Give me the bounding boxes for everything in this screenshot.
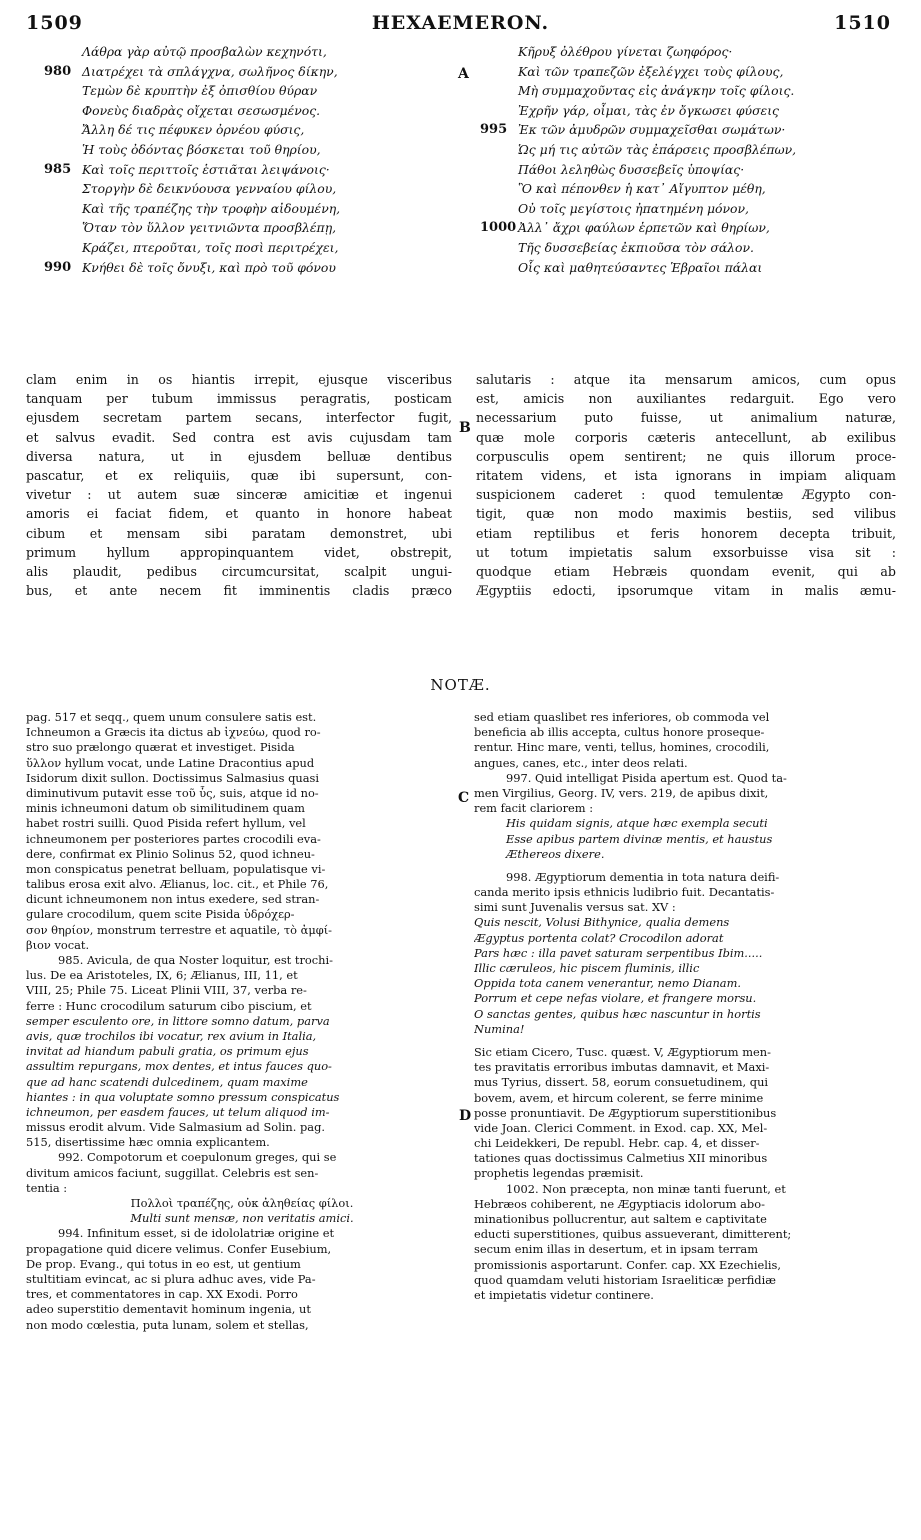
note-line: canda merito ipsis ethnicis ludibrio fuit. Decantatis-: [474, 885, 775, 900]
verse-line: [480, 179, 900, 199]
verse-line: [480, 238, 900, 258]
note-line: simi sunt Juvenalis versus sat. XV :: [474, 900, 676, 915]
prose-line: clam enim in os hiantis irrepit, ejusque visceribus: [26, 372, 452, 387]
note-line: 997. Quid intelligat Pisida apertum est. Quod ta-: [506, 770, 787, 785]
note-line: 985. Avicula, de qua Noster loquitur, est trochi-: [58, 953, 333, 967]
note-line: vide Joan. Clerici Comment. in Exod. cap. XX, Mel-: [474, 1120, 768, 1135]
note-line: Multi sunt mensæ, non veritatis amici.: [130, 1211, 354, 1226]
prose-line: Ægyptiis edocti, ipsorumque vitam in malis æmu-: [476, 583, 896, 599]
verse-line: [44, 81, 444, 101]
verse-text: Λάθρα γὰρ αὐτῷ προσβαλὼν κεχηνότι,: [82, 44, 327, 59]
note-line: Isidorum dixit sullon. Doctissimus Salmasius quasi: [26, 770, 319, 785]
verse-line: [44, 238, 444, 258]
verse-line: [44, 199, 444, 219]
verse-line: [44, 120, 444, 140]
note-line: tes pravitatis erroribus imbutas damnavit, et Maxi-: [474, 1060, 770, 1075]
note-line: que ad hanc scatendi dulcedinem, quam maxime: [26, 1074, 308, 1089]
verse-text: Στοργὴν δὲ δεικνύουσα γενναίου φίλου,: [82, 181, 337, 197]
note-line: 994. Infinitum esset, si de idololatriæ origine et: [58, 1226, 335, 1241]
verse-number: 990: [44, 259, 72, 275]
verse-text: Καὶ τῶν τραπεζῶν ἐξελέγχει τοὺς φίλους,: [518, 63, 784, 79]
note-line: stultitiam evincat, ac si plura adhuc aves, vide Pa-: [26, 1271, 316, 1286]
prose-line: cibum et mensam sibi paratam demonstret, ubi: [26, 525, 452, 541]
verse-number: 1000: [480, 220, 517, 236]
prose-line: alis plaudit, pedibus circumcursitat, scalpit ungui-: [26, 563, 452, 579]
margin-letter-d: D: [459, 1108, 472, 1124]
note-line: missus erodit alvum. Vide Salmasium ad Solin. pag.: [26, 1120, 325, 1135]
prose-line: et salvus evadit. Sed contra est avis cujusdam tam: [26, 429, 452, 445]
prose-line: ut totum impietatis salum exsorbuisse visa sit :: [476, 544, 896, 560]
prose-line: necessarium puto fuisse, ut animalium naturæ,: [476, 410, 896, 426]
verse-text: Κνήθει δὲ τοῖς ὄνυξι, καὶ πρὸ τοῦ φόνου: [82, 259, 336, 275]
note-line: divitum amicos faciunt, suggillat. Celebris est sen-: [26, 1165, 319, 1180]
margin-letter-b: B: [459, 420, 471, 436]
note-line: Æthereos dixere.: [506, 846, 605, 861]
page-header: [0, 12, 921, 40]
verse-text: Ἄλλη δέ τις πέφυκεν ὀρνέου φύσις,: [82, 122, 305, 138]
note-line: ferre : Hunc crocodilum saturum cibo piscium, et: [26, 998, 312, 1013]
verse-line: [480, 42, 900, 62]
note-line: gulare crocodilum, quem scite Pisida ὑδρόχερ-: [26, 907, 295, 922]
note-line: promissionis asportarunt. Confer. cap. XX Ezechielis,: [474, 1257, 781, 1272]
note-line: [474, 862, 898, 870]
note-line: sed etiam quaslibet res inferiores, ob commoda vel: [474, 710, 770, 724]
verse-line: [480, 199, 900, 219]
prose-line: ejusdem secretam partem secans, interfector fugit,: [26, 410, 452, 426]
verse-line: [44, 179, 444, 199]
note-line: diminutivum putavit esse τοῦ ὗς, suis, atque id no-: [26, 785, 319, 800]
note-line: Πολλοὶ τραπέζης, οὐκ ἀληθείας φίλοι.: [130, 1196, 354, 1210]
note-line: minis ichneumoni datum ob similitudinem quam: [26, 801, 305, 816]
verse-text: Τεμὼν δὲ κρυπτὴν ἐξ ὀπισθίου θύραν: [82, 83, 318, 99]
prose-line: quodque etiam Hebræis quondam evenit, qui ab: [476, 563, 896, 579]
note-line: ichneumon, per easdem fauces, ut telum aliquod im-: [26, 1104, 330, 1119]
greek-verse-right-column: [480, 42, 900, 277]
note-line: mon conspicatus penetrat belluam, populatisque vi-: [26, 861, 326, 876]
note-line: prophetis legendas præmisit.: [474, 1166, 644, 1181]
note-line: Ichneumon a Græcis ita dictus ab ἰχνεύω, quod ro-: [26, 725, 321, 740]
notes-heading: NOTÆ.: [430, 676, 491, 694]
note-line: De prop. Evang., qui totus in eo est, ut gentium: [26, 1256, 301, 1271]
prose-line: vivetur : ut autem suæ sinceræ amicitiæ et ingenui: [26, 487, 452, 503]
note-line: quod quamdam veluti historiam Israeliticæ perfidiæ: [474, 1272, 776, 1287]
note-line: [474, 1037, 898, 1045]
note-line: Sic etiam Cicero, Tusc. quæst. V, Ægyptiorum men-: [474, 1044, 771, 1059]
prose-line: pascatur, et ex reliquiis, quæ ibi supersunt, con-: [26, 467, 452, 483]
note-line: tres, et commentatores in cap. XX Exodi. Porro: [26, 1287, 298, 1302]
note-line: beneficia ab illis accepta, cultus honore prosequе-: [474, 725, 765, 740]
note-line: assultim repurgans, mox dentes, et intus fauces quo-: [26, 1059, 332, 1074]
verse-text: Ὅταν τὸν ὕλλον γειτνιῶντα προσβλέπῃ,: [82, 220, 337, 236]
note-line: secum enim illas in desertum, et in ipsam terram: [474, 1242, 759, 1257]
note-line: rem facit clariorem :: [474, 801, 594, 816]
verse-text: Οὐ τοῖς μεγίστοις ἠπατημένη μόνον,: [518, 200, 749, 216]
verse-line: [44, 42, 444, 62]
note-line: rentur. Hinc mare, venti, tellus, homines, crocodili,: [474, 740, 770, 755]
verse-text: Φονεὺς διαδρὰς οἴχεται σεσωσμένος.: [82, 102, 321, 118]
note-line: angues, canes, etc., inter deos relati.: [474, 755, 688, 770]
note-line: Quis nescit, Volusi Bithynice, qualia demens: [474, 915, 730, 930]
verse-text: Πάθοι λεληθὼς δυσσεβεῖς ὑποψίας·: [518, 161, 745, 177]
note-line: βιον vocat.: [26, 937, 90, 952]
prose-line: bus, et ante necem fit imminentis cladis præco: [26, 583, 452, 599]
verse-line: [44, 62, 444, 82]
note-line: tentia :: [26, 1180, 68, 1195]
note-line: semper esculento ore, in littore somno datum, parva: [26, 1013, 330, 1028]
prose-line: primum hyllum appropinquantem videt, obstrepit,: [26, 544, 452, 560]
note-line: educti superstitiones, quibus assueverant, dimitterent;: [474, 1227, 792, 1242]
note-line: men Virgilius, Georg. IV, vers. 219, de apibus dixit,: [474, 785, 769, 800]
note-line: ὕλλον hyllum vocat, unde Latine Dracontius apud: [26, 755, 315, 770]
verse-text: Κράζει, πτεροῦται, τοῖς ποσὶ περιτρέχει,: [82, 239, 339, 255]
verse-text: Ἐκ τῶν ἀμυδρῶν συμμαχεῖσθαι σωμάτων·: [518, 122, 786, 138]
note-line: invitat ad hiandum pabuli gratia, os primum ejus: [26, 1044, 309, 1059]
note-line: Pars hæc : illa pavet saturam serpentibus Ibim.....: [474, 945, 763, 960]
verse-number: 995: [480, 122, 508, 138]
note-line: Esse apibus partem divinæ mentis, et haustus: [506, 831, 773, 846]
latin-translation-left-column: [26, 370, 452, 600]
verse-line: [480, 258, 900, 278]
margin-letter-c: C: [458, 790, 470, 806]
note-line: adeo superstitio dementavit hominum ingenia, ut: [26, 1302, 311, 1317]
verse-text: Μὴ συμμαχοῦντας εἰς ἀνάγκην τοῖς φίλοις.: [518, 83, 795, 99]
verse-text: Ἐχρῆν γάρ, οἶμαι, τὰς ἐν ὄγκωσει φύσεις: [518, 102, 779, 118]
verse-line: [480, 160, 900, 180]
verse-line: [44, 140, 444, 160]
note-line: dere, confirmat ex Plinio Solinus 52, quod ichneu-: [26, 846, 315, 861]
prose-line: tanquam per tubum immissus peragratis, posticam: [26, 391, 452, 407]
note-line: Oppida tota canem venerantur, nemo Dianam.: [474, 976, 742, 991]
note-line: 1002. Non præcepta, non minæ tanti fuerunt, et: [506, 1181, 786, 1196]
page-number-right: 1510: [834, 12, 891, 34]
prose-line: suspicionem caderet : quod temulentæ Ægypto con-: [476, 487, 896, 503]
note-line: stro suo prælongo quærat et investiget. Pisida: [26, 740, 295, 755]
prose-line: est, amicis non auxiliantes redarguit. Ego vero: [476, 391, 896, 407]
note-line: tationes quas doctissimus Calmetius XII minoribus: [474, 1151, 768, 1166]
note-line: avis, quæ trochilos ibi vocatur, rex avium in Italia,: [26, 1028, 317, 1043]
note-line: hiantes : in qua voluptate somno pressum conspicatus: [26, 1089, 340, 1104]
note-line: 992. Compotorum et coepulonum greges, qui se: [58, 1150, 337, 1165]
note-line: σον θηρίον, monstrum terrestre et aquatile, τὸ ἀμφί-: [26, 922, 333, 937]
note-line: 515, disertissime hæc omnia explicantem.: [26, 1135, 270, 1150]
note-line: posse pronuntiavit. De Ægyptiorum superstitionibus: [474, 1105, 777, 1120]
verse-text: Κῆρυξ ὀλέθρου γίνεται ζωηφόρος·: [518, 44, 733, 59]
prose-line: ritatem videns, et ista ignorans in impiam aliquam: [476, 467, 896, 483]
latin-translation-right-column: [476, 370, 896, 600]
running-title: HEXAEMERON.: [371, 12, 550, 34]
note-line: non modo cœlestia, puta lunam, solem et stellas,: [26, 1317, 309, 1332]
verse-line: [480, 218, 900, 238]
prose-line: amoris ei faciat fidem, et quanto in honore habeat: [26, 506, 452, 522]
verse-text: Τῆς δυσσεβείας ἐκπιοῦσα τὸν σάλον.: [518, 239, 754, 255]
verse-text: Καὶ τοῖς περιττοῖς ἑστιᾶται λειψάνοις·: [82, 161, 330, 177]
prose-line: diversa natura, ut in ejusdem belluæ dentibus: [26, 448, 452, 464]
verse-text: Καὶ τῆς τραπέζης τὴν τροφὴν αἰδουμένη,: [82, 200, 341, 216]
verse-line: [44, 258, 444, 278]
note-line: VIII, 25; Phile 75. Liceat Plinii VIII, 37, verba re-: [26, 983, 307, 998]
note-line: Numina!: [474, 1021, 525, 1036]
verse-text: Ἀλλ᾽ ἄχρι φαύλων ἑρπετῶν καὶ θηρίων,: [518, 220, 770, 236]
note-line: habet rostri suilli. Quod Pisida refert hyllum, vel: [26, 816, 306, 831]
note-line: pag. 517 et seqq., quem unum consulere satis est.: [26, 710, 317, 724]
verse-text: Οἷς καὶ μαθητεύσαντες Ἑβραῖοι πάλαι: [518, 259, 763, 275]
note-line: His quidam signis, atque hæc exempla secuti: [506, 816, 768, 831]
note-line: ichneumonem per posteriores partes crocodili eva-: [26, 831, 321, 846]
verse-line: [480, 101, 900, 121]
notes-right-column: [474, 710, 898, 1303]
note-line: mus Tyrius, dissert. 58, eorum consuetudinem, qui: [474, 1075, 769, 1090]
note-line: Hebræos cohiberent, ne Ægyptiacis idolorum abo-: [474, 1196, 765, 1211]
verse-text: Ὃ καὶ πέπονθεν ἡ κατ᾽ Αἴγυπτον μέθη,: [518, 181, 766, 197]
greek-verse-left-column: [44, 42, 444, 277]
note-line: bovem, avem, et hircum colerent, se ferre minime: [474, 1090, 764, 1105]
note-line: chi Leidekkeri, De republ. Hebr. cap. 4, et disser-: [474, 1136, 760, 1151]
note-line: talibus erosa exit alvo. Ælianus, loc. cit., et Phile 76,: [26, 877, 329, 892]
note-line: Illic cæruleos, hic piscem fluminis, illic: [474, 961, 700, 975]
verse-line: [44, 160, 444, 180]
note-line: propagatione quid dicere velimus. Confer Eusebium,: [26, 1241, 332, 1256]
verse-line: [480, 62, 900, 82]
verse-text: Ἡ τοὺς ὀδόντας βόσκεται τοῦ θηρίου,: [82, 141, 321, 157]
note-line: minationibus pollucrentur, aut saltem e captivitate: [474, 1212, 767, 1226]
verse-line: [44, 101, 444, 121]
note-line: et impietatis videtur continere.: [474, 1287, 654, 1302]
prose-line: corpusculis opem sentirent; ne quis illorum proce-: [476, 448, 896, 464]
prose-line: etiam reptilibus et feris honorem decepta tribuit,: [476, 525, 896, 541]
note-line: Porrum et cepe nefas violare, et frangere morsu.: [474, 991, 757, 1006]
verse-number: 980: [44, 63, 72, 79]
notes-left-column: [26, 710, 458, 1333]
verse-line: [44, 218, 444, 238]
prose-line: salutaris : atque ita mensarum amicos, cum opus: [476, 372, 896, 387]
note-line: Ægyptus portenta colat? Crocodilon adorat: [474, 930, 724, 945]
verse-text: Ὡς μή τις αὐτῶν τὰς ἐπάρσεις προσβλέπων,: [518, 141, 797, 157]
note-line: O sanctas gentes, quibus hæc nascuntur in hortis: [474, 1006, 761, 1021]
prose-line: quæ mole corporis cæteris antecellunt, ab exilibus: [476, 429, 896, 445]
page-number-left: 1509: [26, 12, 83, 34]
verse-line: [480, 81, 900, 101]
verse-line: [480, 140, 900, 160]
prose-line: tigit, quæ non modo maximis bestiis, sed vilibus: [476, 506, 896, 522]
note-line: lus. De ea Aristoteles, IX, 6; Ælianus, III, 11, et: [26, 968, 298, 983]
note-line: dicunt ichneumonem non intus exedere, sed stran-: [26, 892, 320, 907]
verse-line: [480, 120, 900, 140]
margin-letter-a: A: [458, 66, 469, 82]
verse-number: 985: [44, 161, 72, 177]
verse-text: Διατρέχει τὰ σπλάγχνα, σωλῆνος δίκην,: [82, 63, 338, 79]
note-line: 998. Ægyptiorum dementia in tota natura deifi-: [506, 869, 780, 884]
